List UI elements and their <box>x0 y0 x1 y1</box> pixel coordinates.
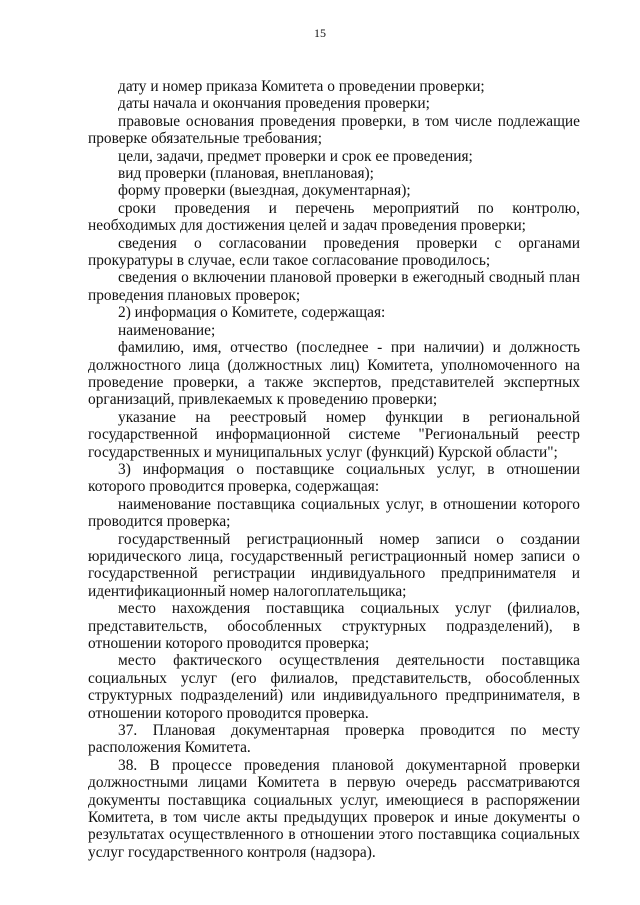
paragraph-registration: государственный регистрационный номер записи о создании юридического лица, государственный регистрационный номер записи о государственной регистрации индивидуального предпринимателя и идентификационный номер налогоплательщика; <box>88 530 580 600</box>
paragraph-activity-place: место фактического осуществления деятельности поставщика социальных услуг (его филиалов, представительств, обособленных структурных подразделений) или индивидуального предпринимателя, в отношении которого проводится проверка. <box>88 652 580 722</box>
paragraph-committee-info: 2) информация о Комитете, содержащая: <box>118 304 386 322</box>
paragraph-location: место нахождения поставщика социальных услуг (филиалов, представительств, обособленных структурных подразделений), в отношении которого проводится проверка; <box>88 600 580 652</box>
paragraph-provider-name: наименование поставщика социальных услуг, в отношении которого проводится проверка; <box>88 495 580 531</box>
paragraph-name: наименование; <box>118 321 216 339</box>
page-number: 15 <box>314 26 326 40</box>
paragraph-legal-basis: правовые основания проведения проверки, в том числе подлежащие проверке обязательные требования; <box>88 112 580 148</box>
paragraph-terms: сроки проведения и перечень мероприятий по контролю, необходимых для достижения целей и задач проведения проверки; <box>88 199 580 235</box>
document-body <box>88 78 580 861</box>
paragraph-goals: цели, задачи, предмет проверки и срок ее проведения; <box>118 147 473 165</box>
paragraph-order-date: дату и номер приказа Комитета о проведении проверки; <box>118 78 485 95</box>
paragraph-officials: фамилию, имя, отчество (последнее - при наличии) и должность должностного лица (должностных лиц) Комитета, уполномоченного на проведение проверки, а также экспертов, представителей экспертных организаций, привлекаемых к проведению проверки; <box>88 339 580 409</box>
paragraph-prosecution: сведения о согласовании проведения проверки с органами прокуратуры в случае, если такое согласование проводилось; <box>88 234 580 270</box>
paragraph-inspection-form: форму проверки (выездная, документарная); <box>118 182 411 200</box>
paragraph-provider-info: 3) информация о поставщике социальных услуг, в отношении которого проводится проверка, содержащая: <box>88 460 580 496</box>
paragraph-37: 37. Плановая документарная проверка проводится по месту расположения Комитета. <box>88 722 580 757</box>
paragraph-dates: даты начала и окончания проведения проверки; <box>118 95 430 113</box>
paragraph-registry: указание на реестровый номер функции в региональной государственной информационной системе "Региональный реестр государственных и муниципальных услуг (функций) Курской области"; <box>88 408 580 461</box>
paragraph-38: 38. В процессе проведения плановой документарной проверки должностными лицами Комитета в первую очередь рассматриваются документы поставщика социальных услуг, имеющиеся в распоряжении Комитета, в том числе акты предыдущих проверок и иные документы о результатах осуществленного в отношении этого поставщика социальных услуг государственного контроля (надзора). <box>88 756 580 861</box>
paragraph-inspection-type: вид проверки (плановая, внеплановая); <box>118 165 374 183</box>
paragraph-annual-plan: сведения о включении плановой проверки в ежегодный сводный план проведения плановых проверок; <box>88 269 580 304</box>
